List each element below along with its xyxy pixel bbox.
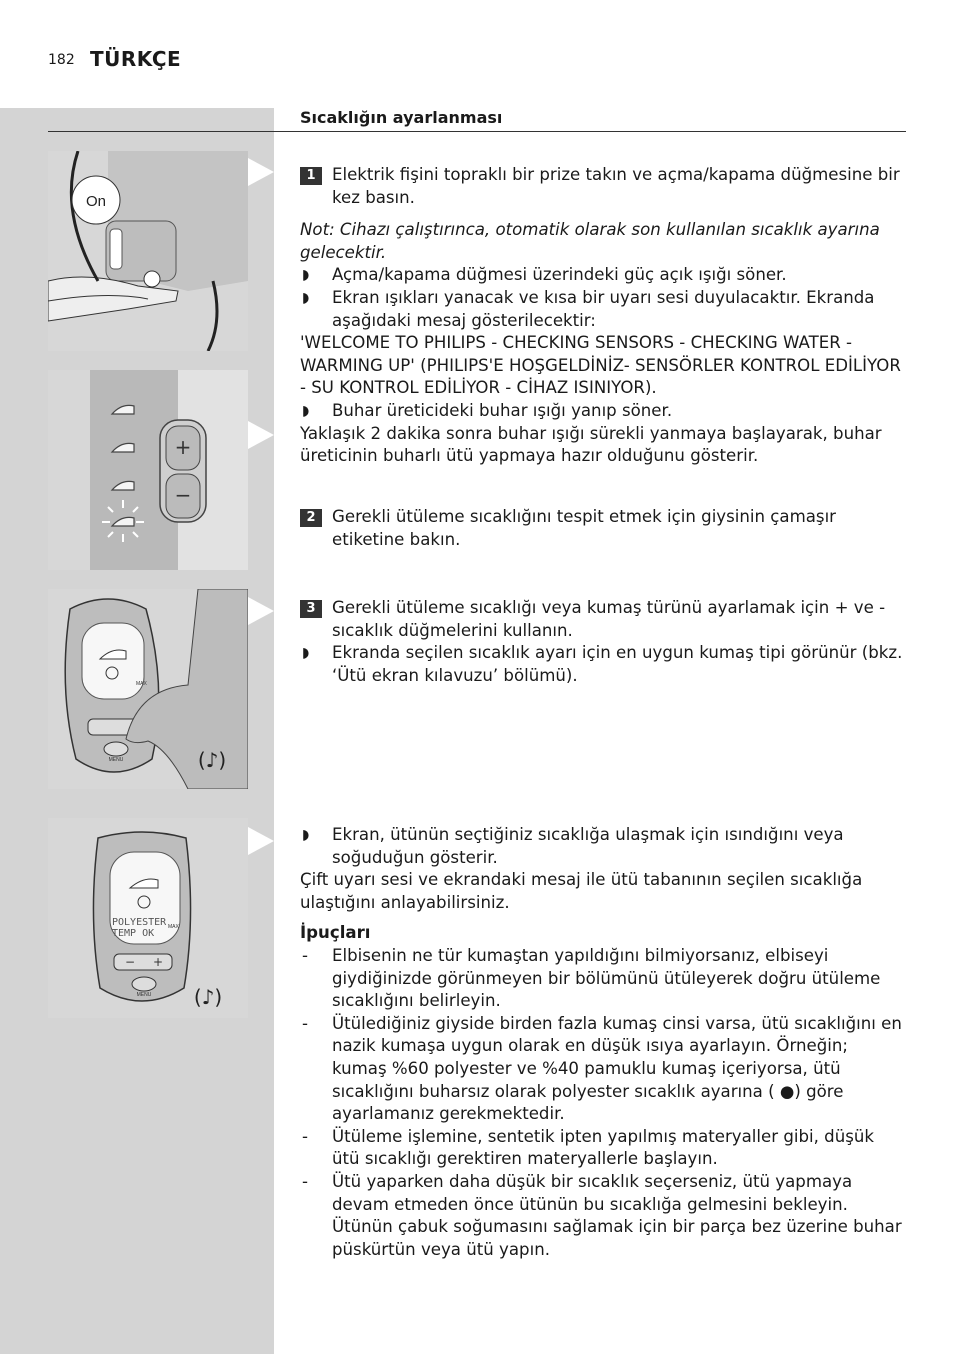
svg-text:−: −: [174, 483, 192, 507]
bullet-icon: ◗: [302, 645, 310, 662]
section-title: Sıcaklığın ayarlanması: [300, 108, 503, 127]
step-number: 3: [300, 600, 322, 618]
language-title: TÜRKÇE: [90, 47, 182, 71]
iron-display-temp-ok-illustration: [48, 818, 248, 1018]
paragraph: Yaklaşık 2 dakika sonra buhar ışığı sürekli yanmaya başlayarak, buhar üreticinin buharlı ütü yapmaya hazır olduğunu gösterir.: [300, 423, 882, 466]
max-label: MAX: [168, 924, 179, 930]
bullet-item: ◗ Buhar üreticideki buhar ışığı yanıp söner.: [300, 400, 906, 423]
instruction-block-3: [300, 597, 906, 687]
tips-heading: İpuçları: [300, 923, 371, 943]
tip-item: - Elbisenin ne tür kumaştan yapıldığını bilmiyorsanız, elbiseyi giydiğinizde görünmeyen bir bölümünü ütüleyerek doğru ütüleme sıcaklığını belirleyin.: [302, 945, 881, 1011]
panel-pointer: [248, 827, 274, 855]
bullet-icon: ◗: [302, 827, 310, 843]
figure-temperature-lights: [48, 370, 248, 570]
bullet-item: ◗ Ekranda seçilen sıcaklık ayarı için en uygun kumaş tipi görünür (bkz. ‘Ütü ekran kılavuzu’ bölümü).: [302, 643, 903, 685]
title-rule: [48, 131, 906, 132]
panel-pointer: [248, 597, 274, 625]
tip-item: - Ütü yaparken daha düşük bir sıcaklık seçerseniz, ütü yapmaya devam etmeden önce ütünün bu sıcaklığa gelmesini bekleyin. Ütünün çabuk soğumasını sağlamak için bir parça bez üzerine buhar püskürtün veya ütü yapın.: [302, 1171, 902, 1259]
sound-icon: (♪): [193, 985, 223, 1009]
bullet-item: ◗ Ekran, ütünün seçtiğiniz sıcaklığa ulaşmak için ısındığını veya soğuduğun gösterir.: [302, 825, 844, 867]
bullet-icon: ◗: [302, 267, 310, 284]
step-number: 2: [300, 509, 322, 527]
note: Not: Cihazı çalıştırınca, otomatik olarak son kullanılan sıcaklık ayarına gelecektir.: [300, 220, 880, 262]
display-message: 'WELCOME TO PHILIPS - CHECKING SENSORS - CHECKING WATER - WARMING UP' (PHILIPS'E HOŞGELDİNİZ- SENSÖRLER KONTROL EDİLİYOR - SU KONTROL EDİLİYOR - CİHAZ ISINIYOR).: [300, 333, 901, 398]
svg-text:−: −: [124, 955, 136, 969]
sound-icon: (♪): [197, 748, 227, 772]
menu-label: MENU: [108, 757, 124, 763]
step-number: 1: [300, 167, 322, 185]
display-line-2: TEMP OK: [112, 928, 155, 939]
panel-pointer: [248, 158, 274, 186]
panel-pointer: [248, 421, 274, 449]
bullet-icon: ◗: [302, 289, 310, 306]
step-3: [300, 597, 906, 642]
tip-item: - Ütülediğiniz giyside birden fazla kumaş cinsi varsa, ütü sıcaklığını en nazik kumaşa uygun olarak en düşük ısıya ayarlayın. Örneğin; kumaş %60 polyester ve %40 pamuklu kumaş içeriyorsa, ütü sıcaklığını buharsız olarak polyester sıcaklık ayarına ( ●) göre ayarlamanız gerekmektedir.: [302, 1013, 902, 1124]
max-label: MAX: [136, 681, 147, 687]
paragraph: Çift uyarı sesi ve ekrandaki mesaj ile ütü tabanının seçilen sıcaklığa ulaştığını anlayabilirsiniz.: [300, 870, 863, 912]
step-2: [300, 506, 906, 551]
tip-item: - Ütüleme işlemine, sentetik ipten yapılmış materyaller gibi, düşük ütü sıcaklığı gerektiren materyallerle başlayın.: [302, 1126, 874, 1169]
step-text: Elektrik fişini topraklı bir prize takın ve açma/kapama düğmesine bir kez basın.: [332, 165, 900, 207]
bullet-item: ◗ Ekran ışıkları yanacak ve kısa bir uyarı sesi duyulacaktır. Ekranda aşağıdaki mesaj gösterilecektir:: [302, 287, 875, 330]
figure-iron-display-temp-ok: [48, 818, 248, 1018]
display-line-1: POLYESTER: [112, 917, 167, 928]
bullet-icon: ◗: [302, 402, 310, 419]
instruction-block-1: [300, 164, 906, 468]
bullet-item: ◗ Açma/kapama düğmesi üzerindeki güç açık ışığı söner.: [300, 264, 906, 287]
step-text: Gerekli ütüleme sıcaklığını tespit etmek için giysinin çamaşır etiketine bakın.: [332, 507, 837, 549]
step-text: Gerekli ütüleme sıcaklığı veya kumaş türünü ayarlamak için + ve - sıcaklık düğmelerini kullanın.: [332, 598, 886, 640]
instruction-block-4: [300, 824, 906, 1261]
menu-label: MENU: [136, 992, 152, 998]
figure-power-button: [48, 151, 248, 351]
iron-display-adjust-illustration: [48, 589, 248, 789]
step-1: [300, 164, 906, 209]
figure-iron-display-adjust: [48, 589, 248, 789]
svg-text:+: +: [152, 955, 164, 969]
on-label: On: [85, 193, 107, 210]
temperature-lights-illustration: [48, 370, 248, 570]
page-number: 182: [48, 52, 75, 68]
power-button-illustration: [48, 151, 248, 351]
svg-text:+: +: [174, 435, 192, 459]
instruction-block-2: [300, 506, 906, 551]
